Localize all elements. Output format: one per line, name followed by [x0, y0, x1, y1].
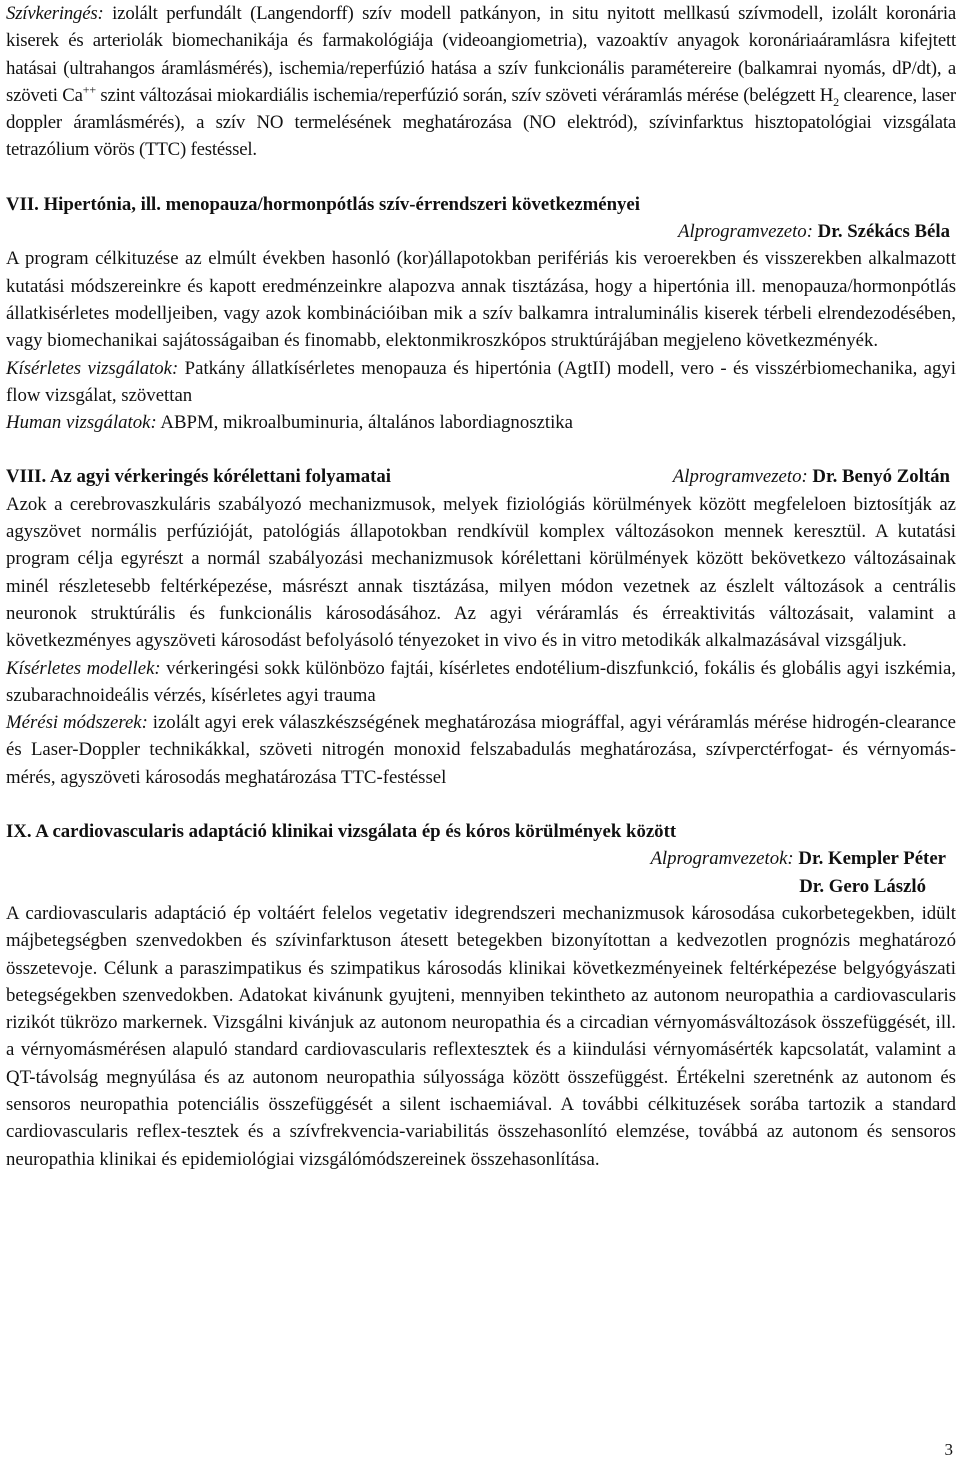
hydrogen-subscript: 2 [833, 94, 839, 109]
section-9-leader-name-2: Dr. Gero László [799, 875, 926, 897]
section-7-leader-label: Alprogramvezeto: [678, 221, 813, 243]
section-7-human [6, 409, 956, 436]
section-8-intro: Azok a cerebrovaszkuláris szabályozó mechanizmusok, melyek fiziológiás körülmények között megfeleloen biztosítják az agyszövet normális perfúzióját, patológiás állapotokban rendkívül komplex változásokon mennek keresztül. A kutatási program célja egyrészt a normál szabályozási mechanizmusok kórélettani körülmények között bekövetkezo változásainak minél részletesebb feltérképezése, másrészt annak tisztázása, milyen módon vezetnek az észlelt változások a centrális neuronok struktúrális és funkcionális károsodásához. Az agyi véráramlás és érreaktivitás változásait, valamint a következményes agyszöveti károsodást befolyásoló tényezoket in vivo és in vitro metodikák alkalmazásával vizsgáljuk. [6, 493, 956, 652]
section-7-experiments [6, 355, 956, 410]
section-7-leader-name: Dr. Székács Béla [817, 221, 950, 243]
page-number: 3 [944, 1440, 953, 1459]
section-7-human-label: Human vizsgálatok: [6, 412, 157, 434]
section-9-leader [6, 845, 956, 872]
section-7-intro: A program célkituzése az elmúlt években hasonló (kor)állapotokban perifériás kis veroerekben és visszerekben alkalmazott kutatási módszereinkre és kapott eredménzeinkre alapozva annak tisztázása, hogy a hipertónia ill. menopauza/hormonpótlás állatkisérletes modelljeiben, vagy azok kombinációiban mik a szív balkamra intraluminális kiserek térbeli elrendezodésében, vagy biomechanikai sajátosságaiban és finomabb, elektonmikroszkópos struktúrájában megjeleno következményék. [6, 248, 956, 352]
section-9-leader-2 [6, 873, 956, 900]
calcium-superscript: ++ [82, 82, 96, 97]
section-8-models [6, 655, 956, 710]
section-9-intro: A cardiovascularis adaptáció ép voltáért felelos vegetativ idegrendszeri mechanizmusok károsodása cukorbetegekben, idült májbetegségben szenvedokben és szívinfarktuson átesett betegekben bizonyítottan a kedvezotlen prognózis meghatározó összetevoje. Célunk a paraszimpatikus és szimpatikus károsodás klinikai következményeinek feltérképezése belgyógyászati betegségekben szenvedokben. Adatokat kivánunk gyujteni, mennyiben tekintheto az autonom neuropathia a cardiovascularis rizikót tükrözo markernek. Vizsgálni kivánjuk az autonom neuropathia és a circadian vérnyomásváltozások összefüggését, ill. a vérnyomásmérésen alapuló standard cardiovascularis reflextesztek és a kiindulási vérnyomásérték kapcsolatát, valamint a QT-távolság megnyúlása és az autonom neuropathia súlyossága között összefüggést. Értékelni szeretnénk az autonom és sensoros neuropathia potenciális összefüggését a silent ischaemiával. A további célkituzések sorába tartozik a standard cardiovascularis reflex-tesztek és a szívfrekvencia-variabilitás összehasonlító elemzése, továbbá az autonom és sensoros neuropathia klinikai és epidemiológiai vizsgálómódszereinek összehasonlítása. [6, 902, 956, 1170]
section-9-leader-name-1: Dr. Kempler Péter [798, 848, 946, 870]
section-9-title: IX. A cardiovascularis adaptáció klinikai vizsgálata ép és kóros körülmények között [6, 821, 677, 843]
section-8-methods-label: Mérési módszerek: [6, 712, 148, 734]
cardiac-methods-label: Szívkeringés: [6, 3, 104, 24]
section-9-leader-label: Alprogramvezetok: [650, 848, 794, 870]
cardiac-methods-text-cont: szint változásai miokardiális ischemia/reperfúzió során, szív szöveti véráramlás mérése (belégzett H [95, 84, 834, 106]
section-7-experiments-text: Patkány állatkísérletes menopauza és hipertónia (AgtII) modell, vero - és visszérbiomechanika, agyi flow vizsgálat, szövettan [6, 357, 956, 406]
cardiac-methods-text-end: clearence, laser doppler áramlásmérés), a szív NO termelésének meghatározása (NO elektród), szívinfarktus hisztopatológiai vizsgálata tetrazólium vörös (TTC) festéssel. [6, 84, 956, 161]
section-8-heading-row [6, 463, 956, 490]
section-8-models-text: vérkeringési sokk különbözo fajtái, kísérletes endotélium-diszfunkció, fokális és globális agyi iszkémia, szubarachnoideális vérzés, kísérletes agyi trauma [6, 657, 956, 706]
section-7-leader [6, 218, 956, 245]
section-8-leader-name: Dr. Benyó Zoltán [812, 466, 950, 488]
section-8-leader [673, 463, 950, 490]
cardiac-methods-text: izolált perfundált (Langendorff) szív modell patkányon, in situ nyitott mellkasú szívmodell, izolált koronária kiserek és arteriolák biomechanikája és farmakológiája (videoangiometria), vazoaktív anyagok koronáriaáramlásra kifejtett hatásai (ultrahangos áramlásmérés), ischemia/reperfúzió hatása a szív funkcionális paramétereire (balkamrai nyomás, dP/dt), a szöveti Ca [6, 3, 956, 106]
cardiac-methods-paragraph [6, 0, 956, 164]
document-page [6, 0, 956, 1173]
section-8-methods-text: izolált agyi erek válaszkészségének meghatározása miográffal, agyi véráramlás mérése hidrogén-clearance és Laser-Doppler technikákkal, szöveti nitrogén monoxid felszabadulás meghatározása, szívperctérfogat- és vérnyomás-mérés, agyszöveti károsodás meghatározása TTC-festéssel [6, 712, 957, 788]
section-8-title: VIII. Az agyi vérkeringés kórélettani folyamatai [6, 466, 391, 488]
section-8-methods [6, 709, 956, 791]
section-8-models-label: Kísérletes modellek: [6, 657, 161, 679]
section-8-leader-label: Alprogramvezeto: [672, 466, 808, 488]
section-7-experiments-label: Kísérletes vizsgálatok: [6, 357, 179, 379]
section-7-human-text: ABPM, mikroalbuminuria, általános labordiagnosztika [156, 412, 574, 434]
section-7-title: VII. Hipertónia, ill. menopauza/hormonpótlás szív-érrendszeri következményei [6, 193, 640, 215]
